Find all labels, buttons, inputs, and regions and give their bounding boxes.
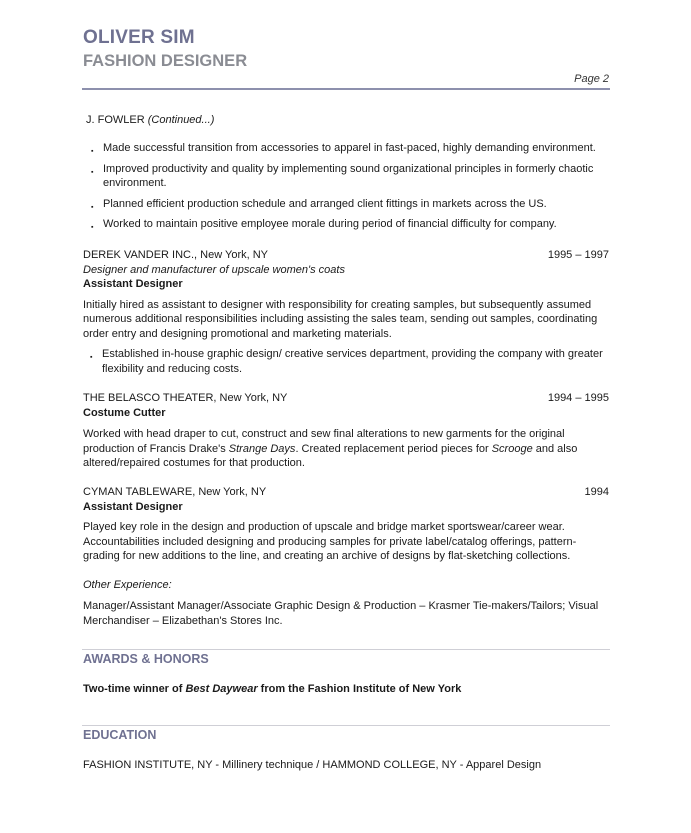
section-divider bbox=[82, 725, 610, 726]
bullet-text: Made successful transition from accessories to apparel in fast-paced, highly demanding environment. bbox=[103, 142, 596, 154]
award-title: Best Daywear bbox=[185, 683, 258, 695]
awards-text bbox=[83, 682, 461, 697]
list-item bbox=[84, 141, 610, 156]
bullet-text: Established in-house graphic design/ creative services department, providing the company with greater flexibility and reducing costs. bbox=[102, 348, 603, 375]
page-number: Page 2 bbox=[574, 73, 609, 85]
job-cyman-tableware bbox=[83, 485, 609, 564]
job-dates: 1995 – 1997 bbox=[547, 249, 609, 261]
bullet-text: Planned efficient production schedule and arranged client fittings in markets across the US. bbox=[103, 197, 547, 210]
awards-heading: AWARDS & HONORS bbox=[83, 652, 209, 666]
bullet-icon: ▪ bbox=[91, 203, 94, 211]
job-company: CYMAN TABLEWARE, New York, NY bbox=[83, 486, 267, 498]
desc-italic-title: Strange Days bbox=[228, 442, 296, 455]
continued-bullet-list bbox=[84, 141, 610, 232]
candidate-name: OLIVER SIM bbox=[83, 27, 195, 48]
award-text: from the Fashion Institute of New York bbox=[257, 683, 462, 695]
job-role: Assistant Designer bbox=[83, 500, 183, 513]
bullet-icon: ▪ bbox=[90, 354, 93, 361]
job-company: THE BELASCO THEATER, New York, NY bbox=[83, 392, 288, 404]
job-belasco-theater bbox=[83, 391, 609, 471]
job-role: Assistant Designer bbox=[83, 278, 183, 290]
job-role: Costume Cutter bbox=[83, 406, 166, 419]
list-item bbox=[83, 347, 609, 376]
bullet-icon: ▪ bbox=[91, 168, 94, 176]
job-description: Initially hired as assistant to designer with responsibility for creating samples, but subsequently assumed numerous additional responsibilities including assisting the sales team, sending out samples, coordinating order entry and designing promotional and marketing materials. bbox=[83, 298, 598, 340]
list-item bbox=[84, 162, 610, 191]
award-text: Two-time winner of bbox=[83, 683, 186, 695]
job-subtitle: Designer and manufacturer of upscale women's coats bbox=[83, 263, 345, 276]
continued-company: J. FOWLER bbox=[86, 114, 145, 126]
continued-heading bbox=[86, 113, 214, 128]
job-description: Played key role in the design and production of upscale and bridge market sportswear/career wear. Accountabilities included designing and producing samples for private label/catalog offerings, pattern-grading for new additions to the line, and creating an archive of designs by flat-sketching collections. bbox=[83, 521, 577, 562]
bullet-icon: ▪ bbox=[91, 224, 94, 231]
education-heading: EDUCATION bbox=[83, 728, 157, 742]
desc-text: . Created replacement period pieces for bbox=[295, 442, 492, 455]
bullet-text: Worked to maintain positive employee morale during period of financial difficulty for company. bbox=[103, 218, 557, 230]
list-item bbox=[84, 217, 610, 232]
job-dates: 1994 bbox=[584, 486, 609, 498]
candidate-title: FASHION DESIGNER bbox=[83, 52, 248, 70]
bullet-text: Improved productivity and quality by implementing sound organizational principles in formerly chaotic environment. bbox=[103, 162, 594, 189]
education-text: FASHION INSTITUTE, NY - Millinery technique / HAMMOND COLLEGE, NY - Apparel Design bbox=[83, 759, 542, 771]
continued-note: (Continued...) bbox=[147, 114, 215, 126]
other-experience-label: Other Experience: bbox=[83, 579, 172, 591]
section-divider bbox=[82, 649, 610, 650]
other-experience-text: Manager/Assistant Manager/Associate Graphic Design & Production – Krasmer Tie-makers/Tailors; Visual Merchandiser – Elizabethan's Stores Inc. bbox=[83, 600, 599, 627]
list-item bbox=[84, 197, 610, 212]
job-derek-vander bbox=[83, 248, 609, 376]
desc-text: Worked with head draper to cut, construct and sew final alterations to new garments for the original production of Francis Drake's bbox=[83, 428, 565, 455]
bullet-icon: ▪ bbox=[91, 148, 94, 155]
job-description bbox=[83, 427, 609, 471]
desc-text: and also altered/repaired costumes for that production. bbox=[83, 442, 578, 469]
header-rule bbox=[82, 88, 610, 90]
job-company: DEREK VANDER INC., New York, NY bbox=[83, 249, 269, 261]
desc-italic-title: Scrooge bbox=[491, 442, 533, 455]
job-dates: 1994 – 1995 bbox=[547, 392, 609, 404]
